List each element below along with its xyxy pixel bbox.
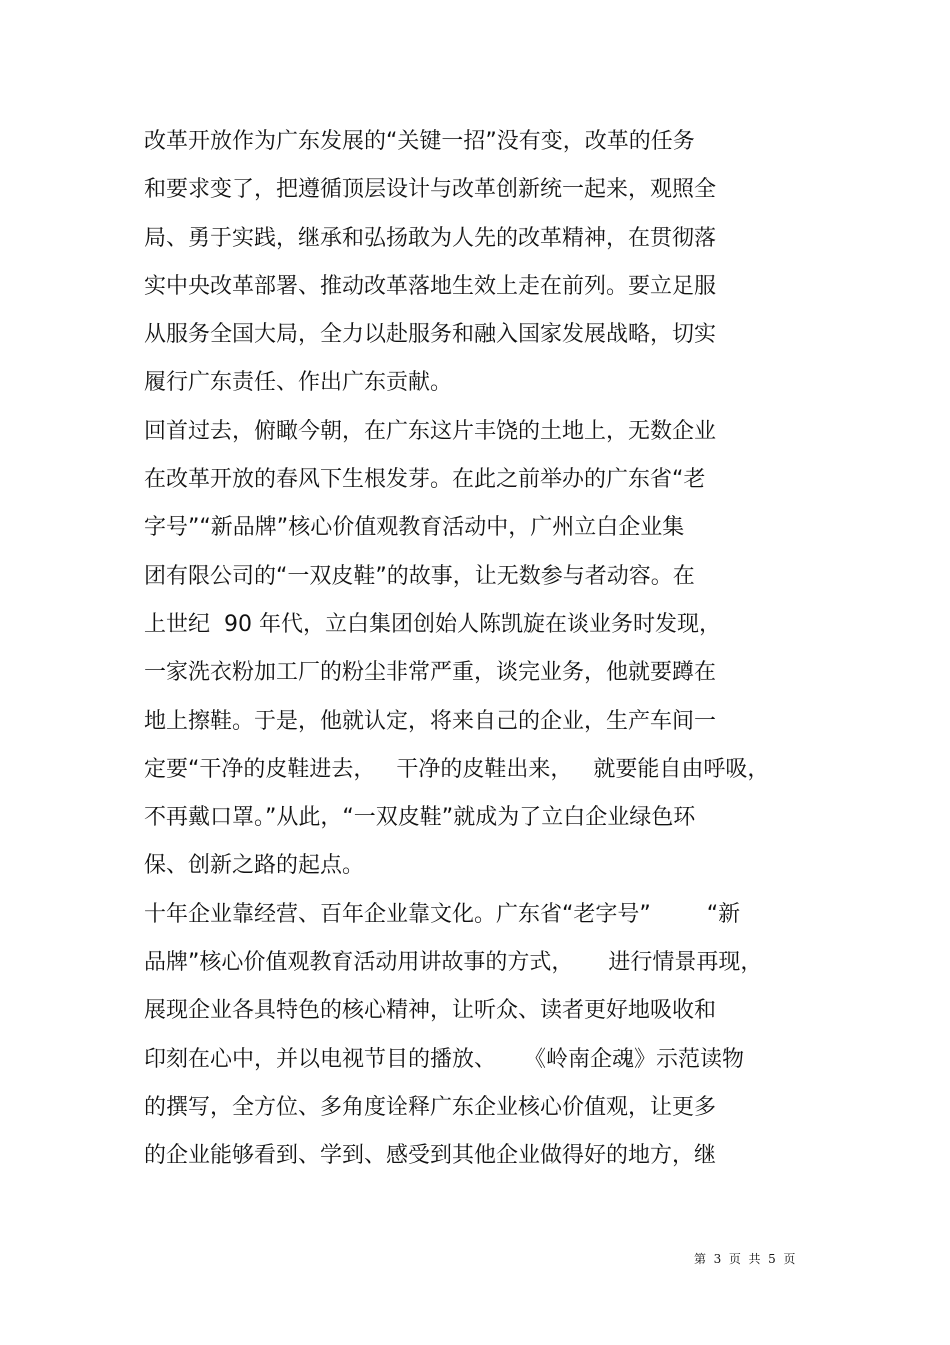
text-line: 团有限公司的“一双皮鞋”的故事，让无数参与者动容。在 bbox=[144, 563, 695, 589]
text-line: 字号”“新品牌”核心价值观教育活动中，广州立白企业集 bbox=[144, 515, 685, 541]
text-line: 品牌”核心价值观教育活动用讲故事的方式， 进行情景再现， bbox=[144, 950, 763, 976]
text-line: 的企业能够看到、学到、感受到其他企业做得好的地方，继 bbox=[144, 1143, 717, 1169]
text-line: 印刻在心中，并以电视节目的播放、 《岭南企魂》示范读物 bbox=[144, 1046, 744, 1072]
text-line: 从服务全国大局，全力以赴服务和融入国家发展战略，切实 bbox=[144, 322, 717, 348]
text-line: 上世纪 90 年代，立白集团创始人陈凯旋在谈业务时发现， bbox=[144, 611, 721, 637]
text-line: 保、创新之路的起点。 bbox=[144, 853, 365, 879]
text-line: 和要求变了，把遵循顶层设计与改革创新统一起来，观照全 bbox=[144, 177, 717, 203]
page-number: 第 3 页 共 5 页 bbox=[694, 1252, 796, 1266]
text-line: 十年企业靠经营、百年企业靠文化。广东省“老字号” “新 bbox=[144, 901, 741, 927]
text-line: 不再戴口罩。”从此，“一双皮鞋”就成为了立白企业绿色环 bbox=[144, 805, 696, 831]
text-line: 改革开放作为广东发展的“关键一招”没有变，改革的任务 bbox=[144, 129, 695, 154]
text-line: 履行广东责任、作出广东贡献。 bbox=[144, 370, 453, 396]
text-line: 一家洗衣粉加工厂的粉尘非常严重，谈完业务，他就要蹲在 bbox=[144, 660, 717, 686]
text-line: 局、勇于实践，继承和弘扬敢为人先的改革精神，在贯彻落 bbox=[144, 225, 717, 251]
text-line: 的撰写，全方位、多角度诠释广东企业核心价值观，让更多 bbox=[144, 1094, 717, 1120]
text-line: 在改革开放的春风下生根发芽。在此之前举办的广东省“老 bbox=[144, 467, 706, 493]
body-text bbox=[144, 118, 824, 1181]
text-line: 地上擦鞋。于是，他就认定，将来自己的企业，生产车间一 bbox=[144, 708, 717, 734]
text-line: 定要“干净的皮鞋进去， 干净的皮鞋出来， 就要能自由呼吸， bbox=[144, 756, 770, 782]
text-line: 回首过去，俯瞰今朝，在广东这片丰饶的土地上，无数企业 bbox=[144, 418, 717, 444]
text-line: 展现企业各具特色的核心精神，让听众、读者更好地吸收和 bbox=[144, 998, 717, 1024]
text-line: 实中央改革部署、推动改革落地生效上走在前列。要立足服 bbox=[144, 273, 717, 299]
